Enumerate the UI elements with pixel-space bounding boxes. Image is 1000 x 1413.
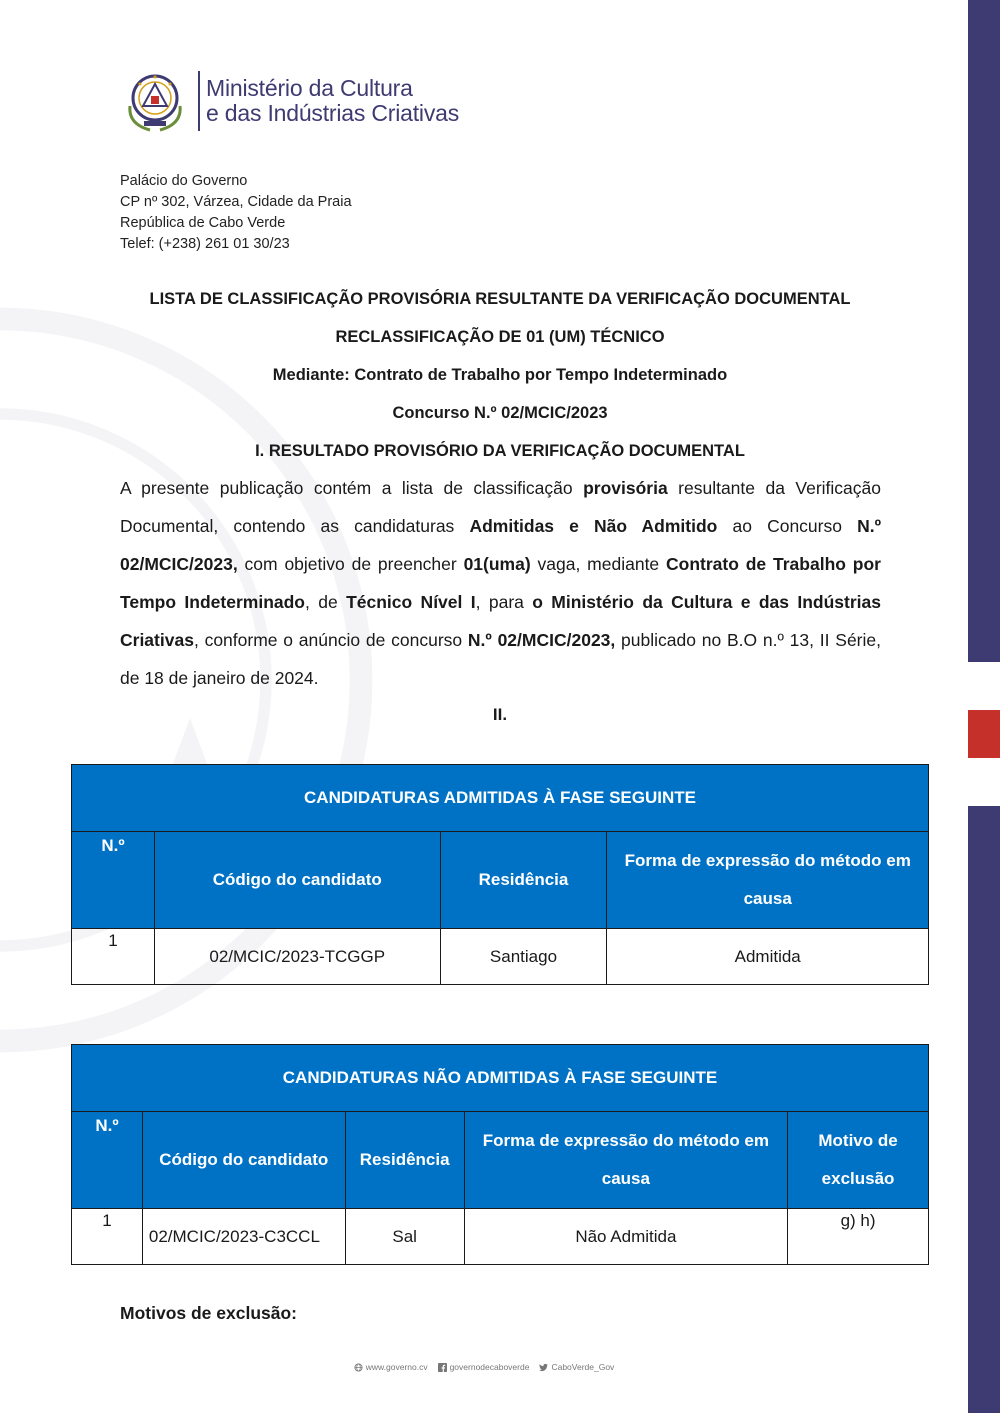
column-header-residence: Residência (440, 832, 607, 929)
logo-line-2: e das Indústrias Criativas (206, 100, 460, 126)
address-line: República de Cabo Verde (120, 215, 286, 231)
paragraph-text: A presente publicação contém a lista de classificação (120, 478, 584, 498)
table-row (72, 1209, 929, 1265)
table-row (72, 929, 929, 985)
address-line: CP nº 302, Várzea, Cidade da Praia (120, 194, 352, 210)
side-strip-red (968, 710, 1000, 758)
paragraph-text: ao Concurso (717, 516, 858, 536)
contract-type-heading: Mediante: Contrato de Trabalho por Tempo Indeterminado (272, 366, 728, 384)
footer-twitter-text: CaboVerde_Gov (551, 1362, 615, 1372)
address-line: Palácio do Governo (120, 173, 248, 189)
cell-exclusion-reason: g) h) (788, 1209, 929, 1265)
address-line: Telef: (+238) 261 01 30/23 (120, 236, 290, 252)
address-block (120, 171, 352, 255)
logo-divider (198, 71, 200, 131)
paragraph-text: publicado no B.O n.º 13, II Série, de 18 de janeiro de 2024. (120, 630, 881, 688)
cell-residence: Santiago (440, 929, 607, 985)
cell-method: Não Admitida (464, 1209, 787, 1265)
logo-text (206, 76, 459, 126)
footer-facebook[interactable] (438, 1362, 530, 1372)
admitted-candidates-table (71, 764, 929, 985)
paragraph-bold: 01(uma) (463, 554, 531, 574)
paragraph-bold: o Ministério da Cultura e das Indústrias Criativas (120, 592, 881, 650)
paragraph-text: , de (305, 592, 347, 612)
paragraph-bold: Admitidas e Não Admitido (469, 516, 718, 536)
paragraph-text: , para (475, 592, 533, 612)
footer-twitter[interactable] (539, 1362, 614, 1372)
column-header-number: N.º (72, 1112, 143, 1209)
footer-website-text: www.governo.cv (365, 1362, 428, 1372)
paragraph-bold: N.º 02/MCIC/2023, (467, 630, 616, 650)
document-title: LISTA DE CLASSIFICAÇÃO PROVISÓRIA RESULTANTE DA VERIFICAÇÃO DOCUMENTAL (149, 290, 851, 308)
document-subtitle: RECLASSIFICAÇÃO DE 01 (UM) TÉCNICO (335, 328, 665, 346)
cell-residence: Sal (345, 1209, 464, 1265)
not-admitted-candidates-table (71, 1044, 929, 1265)
section-2-heading: II. (492, 705, 508, 724)
page-footer (0, 1362, 968, 1372)
column-header-residence: Residência (345, 1112, 464, 1209)
side-strip-top (968, 0, 1000, 662)
footer-facebook-text: governodecaboverde (449, 1362, 530, 1372)
paragraph-bold: Técnico Nível I (346, 592, 476, 612)
intro-paragraph (120, 469, 881, 697)
column-header-candidate-code: Código do candidato (154, 832, 440, 929)
paragraph-bold: Contrato de Trabalho por Tempo Indeterminado (120, 554, 881, 612)
exclusion-reasons-heading: Motivos de exclusão: (120, 1303, 297, 1323)
cell-candidate-code: 02/MCIC/2023-TCGGP (154, 929, 440, 985)
paragraph-text: vaga, mediante (530, 554, 666, 574)
table-banner: CANDIDATURAS NÃO ADMITIDAS À FASE SEGUINTE (72, 1045, 929, 1112)
cell-candidate-code: 02/MCIC/2023-C3CCL (142, 1209, 345, 1265)
column-header-exclusion-reason: Motivo de exclusão (788, 1112, 929, 1209)
paragraph-bold: N.º 02/MCIC/2023, (120, 516, 881, 574)
document-headings (72, 280, 928, 470)
paragraph-text: , conforme o anúncio de concurso (193, 630, 468, 650)
cell-number: 1 (72, 929, 155, 985)
column-header-method: Forma de expressão do método em causa (607, 832, 929, 929)
facebook-icon (438, 1363, 447, 1372)
globe-icon (354, 1363, 363, 1372)
column-header-candidate-code: Código do candidato (142, 1112, 345, 1209)
paragraph-text: com objetivo de preencher (237, 554, 464, 574)
section-1-heading: I. RESULTADO PROVISÓRIO DA VERIFICAÇÃO DOCUMENTAL (255, 442, 745, 460)
ministry-logo (120, 66, 459, 136)
coat-of-arms-icon (120, 66, 190, 136)
logo-line-1: Ministério da Cultura (206, 75, 413, 101)
column-header-number: N.º (72, 832, 155, 929)
side-strip-bottom (968, 806, 1000, 1413)
footer-website[interactable] (354, 1362, 428, 1372)
table-banner: CANDIDATURAS ADMITIDAS À FASE SEGUINTE (72, 765, 929, 832)
cell-method: Admitida (607, 929, 929, 985)
paragraph-text: resultante da Verificação Documental, contendo as candidaturas (120, 478, 882, 536)
contest-number-heading: Concurso N.º 02/MCIC/2023 (392, 404, 608, 422)
column-header-method: Forma de expressão do método em causa (464, 1112, 787, 1209)
paragraph-bold: provisória (583, 478, 668, 498)
cell-number: 1 (72, 1209, 143, 1265)
twitter-icon (539, 1363, 548, 1372)
